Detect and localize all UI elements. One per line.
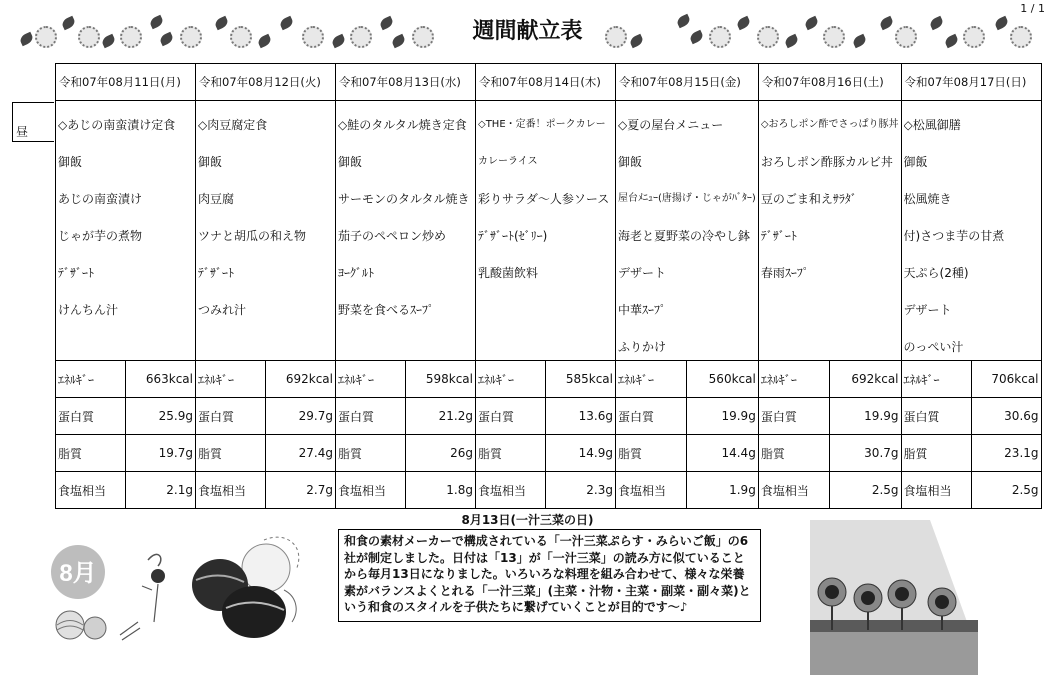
protein-value: 19.9g xyxy=(830,398,901,435)
protein-label: 蛋白質 xyxy=(56,398,126,435)
menu-item: カレーライス xyxy=(478,156,538,167)
fat-label: 脂質 xyxy=(196,435,266,472)
salt-value: 2.3g xyxy=(546,472,616,509)
salt-label: 食塩相当 xyxy=(476,472,546,509)
menu-item: 野菜を食べるｽｰﾌﾟ xyxy=(338,303,435,317)
menu-item: 御飯 xyxy=(618,155,643,169)
menu-item: ◇THE・定番！ポークカレー xyxy=(478,119,606,130)
energy-label: ｴﾈﾙｷﾞｰ xyxy=(901,361,971,398)
menu-item: ◇おろしポン酢でさっぱり豚丼 xyxy=(760,119,899,130)
energy-value: 706kcal xyxy=(971,361,1041,398)
fat-value: 30.7g xyxy=(830,435,901,472)
protein-label: 蛋白質 xyxy=(901,398,971,435)
energy-label: ｴﾈﾙｷﾞｰ xyxy=(196,361,266,398)
protein-value: 29.7g xyxy=(266,398,336,435)
menu-item: サーモンのタルタル焼き xyxy=(338,192,470,206)
protein-value: 19.9g xyxy=(687,398,758,435)
fat-value: 26g xyxy=(406,435,476,472)
menu-item: ﾃﾞｻﾞｰﾄ xyxy=(760,229,797,243)
fat-label: 脂質 xyxy=(758,435,829,472)
salt-label: 食塩相当 xyxy=(758,472,829,509)
meal-label-lunch: 昼 xyxy=(12,102,54,142)
protein-value: 13.6g xyxy=(546,398,616,435)
protein-label: 蛋白質 xyxy=(476,398,546,435)
salt-label: 食塩相当 xyxy=(196,472,266,509)
menu-item: おろしポン酢豚カルビ丼 xyxy=(760,155,893,169)
menu-item: ﾃﾞｻﾞｰﾄ(ｾﾞﾘｰ) xyxy=(478,229,548,243)
menu-item: 御飯 xyxy=(198,155,223,169)
menu-item: のっぺい汁 xyxy=(903,340,964,354)
salt-value: 2.5g xyxy=(971,472,1041,509)
protein-value: 25.9g xyxy=(126,398,196,435)
menu-item: デザート xyxy=(618,266,667,280)
date-header: 令和07年08月13日(水) xyxy=(336,64,476,101)
salt-label: 食塩相当 xyxy=(56,472,126,509)
menu-item: 御飯 xyxy=(58,155,83,169)
energy-value: 560kcal xyxy=(687,361,758,398)
energy-value: 692kcal xyxy=(266,361,336,398)
energy-value: 663kcal xyxy=(126,361,196,398)
menu-item: ツナと胡瓜の和え物 xyxy=(198,229,307,243)
energy-label: ｴﾈﾙｷﾞｰ xyxy=(56,361,126,398)
menu-item: ◇肉豆腐定食 xyxy=(198,118,268,132)
menu-item: あじの南蛮漬け xyxy=(58,192,143,206)
salt-label: 食塩相当 xyxy=(901,472,971,509)
menu-item: 松風焼き xyxy=(903,192,952,206)
sunflower-field-icon xyxy=(810,520,978,675)
august-badge-icon xyxy=(40,540,190,645)
date-header: 令和07年08月14日(木) xyxy=(476,64,616,101)
menu-item: 御飯 xyxy=(903,155,928,169)
salt-label: 食塩相当 xyxy=(336,472,406,509)
protein-value: 21.2g xyxy=(406,398,476,435)
menu-item: ふりかけ xyxy=(618,340,667,354)
salt-label: 食塩相当 xyxy=(616,472,687,509)
menu-item: つみれ汁 xyxy=(198,303,247,317)
energy-label: ｴﾈﾙｷﾞｰ xyxy=(758,361,829,398)
menu-item: 春雨ｽｰﾌﾟ xyxy=(760,266,809,280)
salt-value: 2.1g xyxy=(126,472,196,509)
date-header: 令和07年08月15日(金) xyxy=(616,64,759,101)
menu-item: ﾖｰｸﾞﾙﾄ xyxy=(338,266,375,280)
fat-value: 14.4g xyxy=(687,435,758,472)
fat-label: 脂質 xyxy=(476,435,546,472)
menu-item: ◇松風御膳 xyxy=(903,118,961,132)
menu-item: デザート xyxy=(903,303,952,317)
menu-item: 乳酸菌飲料 xyxy=(478,266,539,280)
protein-value: 30.6g xyxy=(971,398,1041,435)
fat-label: 脂質 xyxy=(901,435,971,472)
page-number: 1 / 1 xyxy=(1020,2,1045,15)
date-header: 令和07年08月17日(日) xyxy=(901,64,1041,101)
day-menu xyxy=(758,101,901,361)
menu-item: 彩りサラダ～人参ソース xyxy=(478,192,610,206)
salt-value: 1.9g xyxy=(687,472,758,509)
day-menu xyxy=(196,101,336,361)
day-menu xyxy=(336,101,476,361)
salt-value: 1.8g xyxy=(406,472,476,509)
menu-item: ◇夏の屋台メニュー xyxy=(618,118,724,132)
day-menu xyxy=(901,101,1041,361)
protein-label: 蛋白質 xyxy=(196,398,266,435)
menu-item: ◇鮭のタルタル焼き定食 xyxy=(338,118,467,132)
menu-item: ﾃﾞｻﾞｰﾄ xyxy=(198,266,235,280)
date-header: 令和07年08月16日(土) xyxy=(758,64,901,101)
energy-row xyxy=(56,361,1042,398)
protein-label: 蛋白質 xyxy=(336,398,406,435)
menu-item: 屋台ﾒﾆｭｰ(唐揚げ・じゃがﾊﾞﾀｰ) xyxy=(618,193,756,204)
menu-item: 海老と夏野菜の冷やし鉢 xyxy=(618,229,751,243)
fat-value: 14.9g xyxy=(546,435,616,472)
energy-label: ｴﾈﾙｷﾞｰ xyxy=(336,361,406,398)
fat-value: 23.1g xyxy=(971,435,1041,472)
menu-item: 肉豆腐 xyxy=(198,192,235,206)
energy-value: 692kcal xyxy=(830,361,901,398)
fat-value: 27.4g xyxy=(266,435,336,472)
fat-row xyxy=(56,435,1042,472)
month-badge-label: 8月 xyxy=(59,560,97,587)
menu-item: 天ぷら(2種) xyxy=(903,266,969,280)
salt-value: 2.7g xyxy=(266,472,336,509)
fat-label: 脂質 xyxy=(336,435,406,472)
water-balloon-yoyo-icon xyxy=(188,530,308,640)
day-menu xyxy=(616,101,759,361)
protein-row xyxy=(56,398,1042,435)
protein-label: 蛋白質 xyxy=(758,398,829,435)
menu-table xyxy=(55,63,1042,509)
menu-item: 御飯 xyxy=(338,155,363,169)
fat-label: 脂質 xyxy=(56,435,126,472)
date-header: 令和07年08月11日(月) xyxy=(56,64,196,101)
event-note: 和食の素材メーカーで構成されている「一汁三菜ぷらす・みらいご飯」の6社が制定しました。日付は「13」が「一汁三菜」の読み方に似ていることから毎月13日になりました。いろいろな料理を組み合わせて、様々な栄養素がバランスよくとれる「一汁三菜」(主菜・汁物・主菜・副菜・副々菜)という和食のスタイルを子供たちに繋げていくことが目的です～♪ xyxy=(338,529,761,622)
salt-value: 2.5g xyxy=(830,472,901,509)
energy-label: ｴﾈﾙｷﾞｰ xyxy=(476,361,546,398)
menu-item: 付)さつま芋の甘煮 xyxy=(903,229,1005,243)
menu-item: 豆のごま和えｻﾗﾀﾞ xyxy=(760,192,857,206)
event-caption: 8月13日(一汁三菜の日) xyxy=(461,513,594,527)
salt-row xyxy=(56,472,1042,509)
day-menu xyxy=(476,101,616,361)
menu-item: じゃが芋の煮物 xyxy=(58,229,143,243)
menu-item: 茄子のペペロン炒め xyxy=(338,229,447,243)
day-menu xyxy=(56,101,196,361)
energy-value: 585kcal xyxy=(546,361,616,398)
energy-label: ｴﾈﾙｷﾞｰ xyxy=(616,361,687,398)
energy-value: 598kcal xyxy=(406,361,476,398)
fat-label: 脂質 xyxy=(616,435,687,472)
date-row xyxy=(56,64,1042,101)
protein-label: 蛋白質 xyxy=(616,398,687,435)
menu-item: 中華ｽｰﾌﾟ xyxy=(618,303,667,317)
fat-value: 19.7g xyxy=(126,435,196,472)
date-header: 令和07年08月12日(火) xyxy=(196,64,336,101)
menu-item: ◇あじの南蛮漬け定食 xyxy=(58,118,176,132)
menu-item: ﾃﾞｻﾞｰﾄ xyxy=(58,266,95,280)
menu-item: けんちん汁 xyxy=(58,303,119,317)
page-title: 週間献立表 xyxy=(472,19,583,44)
menu-row xyxy=(56,101,1042,361)
